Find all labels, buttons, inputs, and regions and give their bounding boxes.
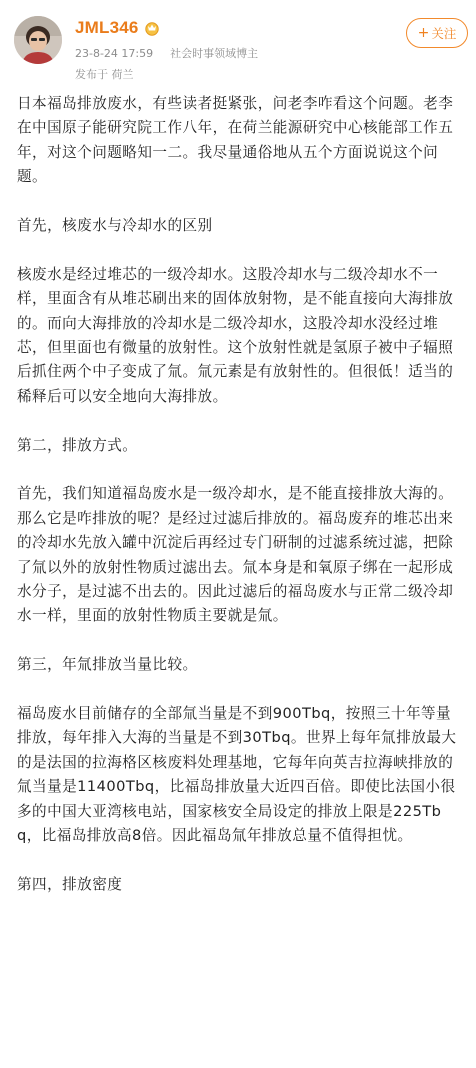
paragraph-intro: 日本福岛排放废水，有些读者挺紧张，问老李咋看这个问题。老李在中国原子能研究院工作八年，在荷兰能源研究中心核能部工作五年，对这个问题略知一二。我尽量通俗地从五个方面说说这个问题。 — [17, 95, 454, 186]
post-timestamp: 23-8-24 17:59 — [75, 47, 154, 60]
username-row — [75, 15, 160, 41]
follow-button[interactable] — [406, 18, 468, 48]
post-meta — [75, 45, 258, 61]
username[interactable]: JML346 — [75, 18, 139, 37]
post-body — [17, 92, 463, 897]
paragraph-section-3: 福岛废水目前储存的全部氚当量是不到900Tbq，按照三十年等量排放，每年排入大海的当量是不到30Tbq。世界上每年氚排放最大的是法国的拉海格区核废料处理基地，它每年向英吉拉海峡排放的氚当量是11400Tbq，比福岛排放量大近四百倍。即使比法国小很多的中国大亚湾核电站，国家核安全局设定的排放上限是225Tbq，比福岛排放高8倍。因此福岛氚年排放总量不值得担忧。 — [17, 705, 457, 845]
vip-badge-icon — [144, 20, 160, 36]
section-heading-2: 第二，排放方式。 — [17, 436, 138, 454]
section-heading-1: 首先，核废水与冷却水的区别 — [17, 217, 213, 235]
paragraph-section-2: 首先，我们知道福岛废水是一级冷却水，是不能直接排放大海的。那么它是咋排放的呢？是经过过滤后排放的。福岛废弃的堆芯出来的冷却水先放入罐中沉淀后再经过专门研制的过滤系统过滤，把除了氚以外的放射性物质过滤出去。氚本身是和氧原子绑在一起形成水分子，是过滤不出去的。因此过滤后的福岛废水与正常二级冷却水一样，里面的放射性物质主要就是氚。 — [17, 485, 454, 625]
plus-icon: + — [417, 25, 430, 41]
user-title: 社会时事领域博主 — [170, 47, 259, 60]
paragraph-section-1: 核废水是经过堆芯的一级冷却水。这股冷却水与二级冷却水不一样，里面含有从堆芯刷出来的固体放射物，是不能直接向大海排放的。而向大海排放的冷却水是二级冷却水，这股冷却水没经过堆芯，但里面也有微量的放射性。这个放射性就是氢原子被中子辐照后抓住两个中子变成了氚。氚元素是有放射性的。但很低！适当的稀释后可以安全地向大海排放。 — [17, 265, 454, 405]
post-location: 发布于 荷兰 — [75, 68, 134, 81]
avatar-image — [14, 16, 62, 64]
follow-label: 关注 — [431, 26, 457, 41]
section-heading-3: 第三，年氚排放当量比较。 — [17, 656, 198, 674]
section-heading-4: 第四，排放密度 — [17, 875, 123, 893]
avatar[interactable] — [14, 16, 62, 64]
post-header — [0, 0, 476, 92]
